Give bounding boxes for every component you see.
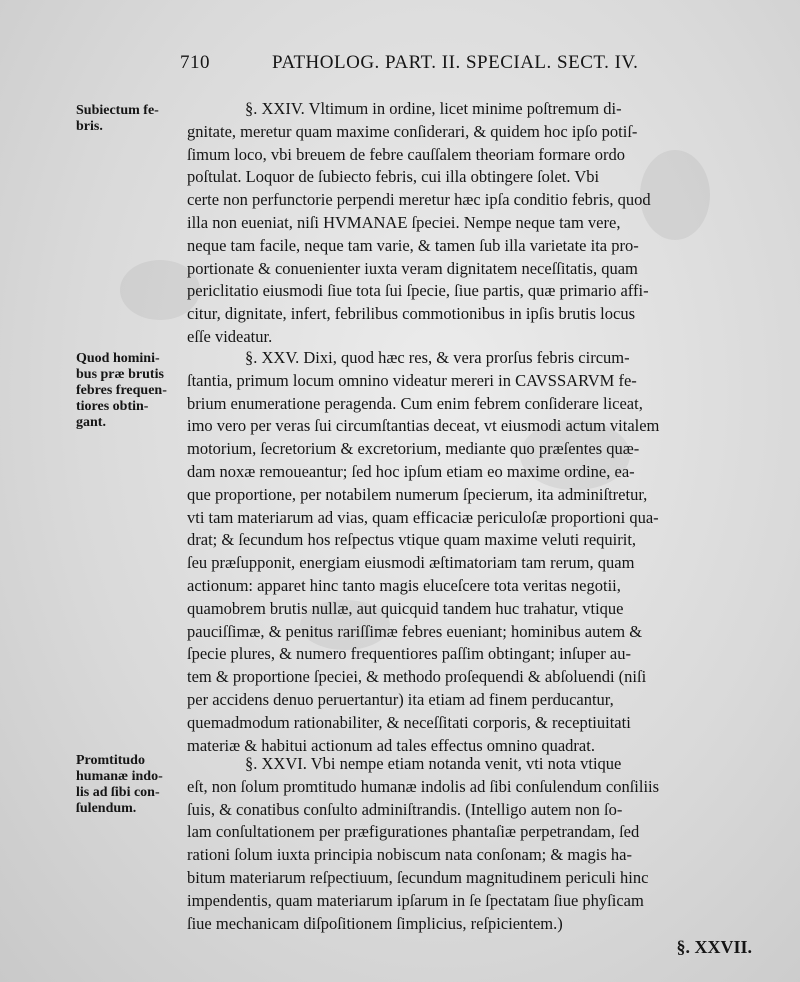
text-line: certe non perfunctorie perpendi meretur hæc ipſa conditio febris, quod (187, 190, 651, 210)
paragraph-xxv (187, 347, 755, 757)
margin-note-line: gant. (76, 415, 106, 430)
text-line: poſtulat. Loquor de ſubiecto febris, cui illa obtingere ſolet. Vbi (187, 167, 600, 187)
page-number: 710 (180, 52, 210, 73)
text-line: quemadmodum rationabiliter, & neceſſitati corporis, & receptiuitati (187, 712, 631, 732)
text-line: materiæ & habitui actionum ad tales effectus omnino quadrat. (187, 735, 595, 755)
text-line: drat; & ſecundum hos reſpectus vtique quam maxime veluti requirit, (187, 530, 637, 550)
text-line: ſtantia, primum locum omnino videatur mereri in CAVSSARVM fe- (187, 370, 637, 390)
text-line: periclitatio eiusmodi ſiue tota ſui ſpecie, ſiue partis, quæ primario affi- (187, 281, 649, 301)
text-line: vti tam materiarum ad vias, quam efficaciæ periculoſæ proportioni qua- (187, 507, 659, 527)
margin-note-line: Subiectum fe- (76, 103, 159, 118)
text-line: bitum materiarum reſpectiuum, ſecundum magnitudinem periculi hinc (187, 867, 649, 887)
text-line: dam noxæ remoueantur; ſed hoc ipſum etiam eo maxime ordine, ea- (187, 461, 635, 481)
text-line: portionate & conuenienter iuxta veram dignitatem neceſſitatis, quam (187, 258, 638, 278)
margin-note-line: Quod homini- (76, 351, 160, 366)
margin-note-line: bris. (76, 119, 103, 134)
margin-note-line: bus præ brutis (76, 367, 164, 382)
text-line: lam conſultationem per præfigurationes phantaſiæ perpetrandam, ſed (187, 822, 640, 842)
text-line: ſiue mechanicam diſpoſitionem ſimplicius, reſpicientem.) (187, 913, 563, 933)
text-line: gnitate, meretur quam maxime conſiderari, & quidem hoc ipſo potiſ- (187, 121, 638, 141)
margin-note-humans-vs-brutes (76, 351, 181, 431)
text-line: quamobrem brutis nullæ, aut quicquid tandem huc trahatur, vtique (187, 598, 624, 618)
margin-note-line: lis ad ſibi con- (76, 785, 160, 800)
text-line: §. XXV. Dixi, quod hæc res, & vera prorſus febris circum- (245, 348, 630, 367)
margin-note-promptitude (76, 753, 181, 817)
text-line: ſimum loco, vbi breuem de febre cauſſalem theoriam formare ordo (187, 144, 625, 164)
text-line: §. XXIV. Vltimum in ordine, licet minime poſtremum di- (245, 99, 622, 118)
margin-note-subject-of-fever (76, 103, 181, 135)
margin-note-line: tiores obtin- (76, 399, 149, 414)
catchword: §. XXVII. (676, 937, 752, 957)
margin-note-line: humanæ indo- (76, 769, 163, 784)
text-line: que proportione, per notabilem numerum ſpecierum, ita adminiſtretur, (187, 484, 648, 504)
running-header (180, 52, 740, 82)
text-line: tem & proportione ſpeciei, & methodo proſequendi & abſoluendi (niſi (187, 667, 647, 687)
text-line: imo vero per veras ſui circumſtantias deceat, vt eiusmodi actum vitalem (187, 416, 660, 436)
text-line: §. XXVI. Vbi nempe etiam notanda venit, vti nota vtique (245, 754, 622, 773)
text-line: motorium, ſecretorium & excretorium, mediante quo præſentes quæ- (187, 439, 640, 459)
text-line: brium enumeratione peragenda. Cum enim febrem conſiderare liceat, (187, 393, 643, 413)
text-line: pauciſſimæ, & penitus rariſſimæ febres eueniant; hominibus autem & (187, 621, 643, 641)
margin-note-line: Promtitudo (76, 753, 145, 768)
text-line: neque tam facile, neque tam varie, & tamen ſub illa varietate ita pro- (187, 235, 639, 255)
margin-note-line: ſulendum. (76, 801, 137, 816)
paragraph-xxiv (187, 98, 755, 349)
paragraph-xxvi (187, 753, 755, 935)
text-line: eſt, non ſolum promtitudo humanæ indolis ad ſibi conſulendum conſiliis (187, 776, 660, 796)
text-line: per accidens denuo peruertantur) ita etiam ad finem perducantur, (187, 689, 614, 709)
text-line: eſſe videatur. (187, 326, 273, 346)
margin-note-line: febres frequen- (76, 383, 167, 398)
text-line: rationi ſolum iuxta principia nobiscum nata conſonam; & magis ha- (187, 845, 632, 865)
text-line: illa non eueniat, niſi HVMANAE ſpeciei. Nempe neque tam vere, (187, 212, 621, 232)
text-line: impendentis, quam materiarum ipſarum in ſe ſpectatam ſiue phyſicam (187, 890, 644, 910)
text-line: actionum: apparet hinc tanto magis eluceſcere tota veritas negotii, (187, 575, 621, 595)
text-line: ſuis, & conatibus conſulto adminiſtrandis. (Intelligo autem non ſo- (187, 799, 623, 819)
text-line: ſeu præſupponit, energiam eiusmodi æſtimatoriam tam rerum, quam (187, 553, 635, 573)
running-title: PATHOLOG. PART. II. SPECIAL. SECT. IV. (272, 52, 639, 73)
text-line: ſpecie plures, & numero frequentiores paſſim obtingant; inſuper au- (187, 644, 631, 664)
text-line: citur, dignitate, infert, febrilibus commotionibus in ipſis brutis locus (187, 304, 635, 324)
